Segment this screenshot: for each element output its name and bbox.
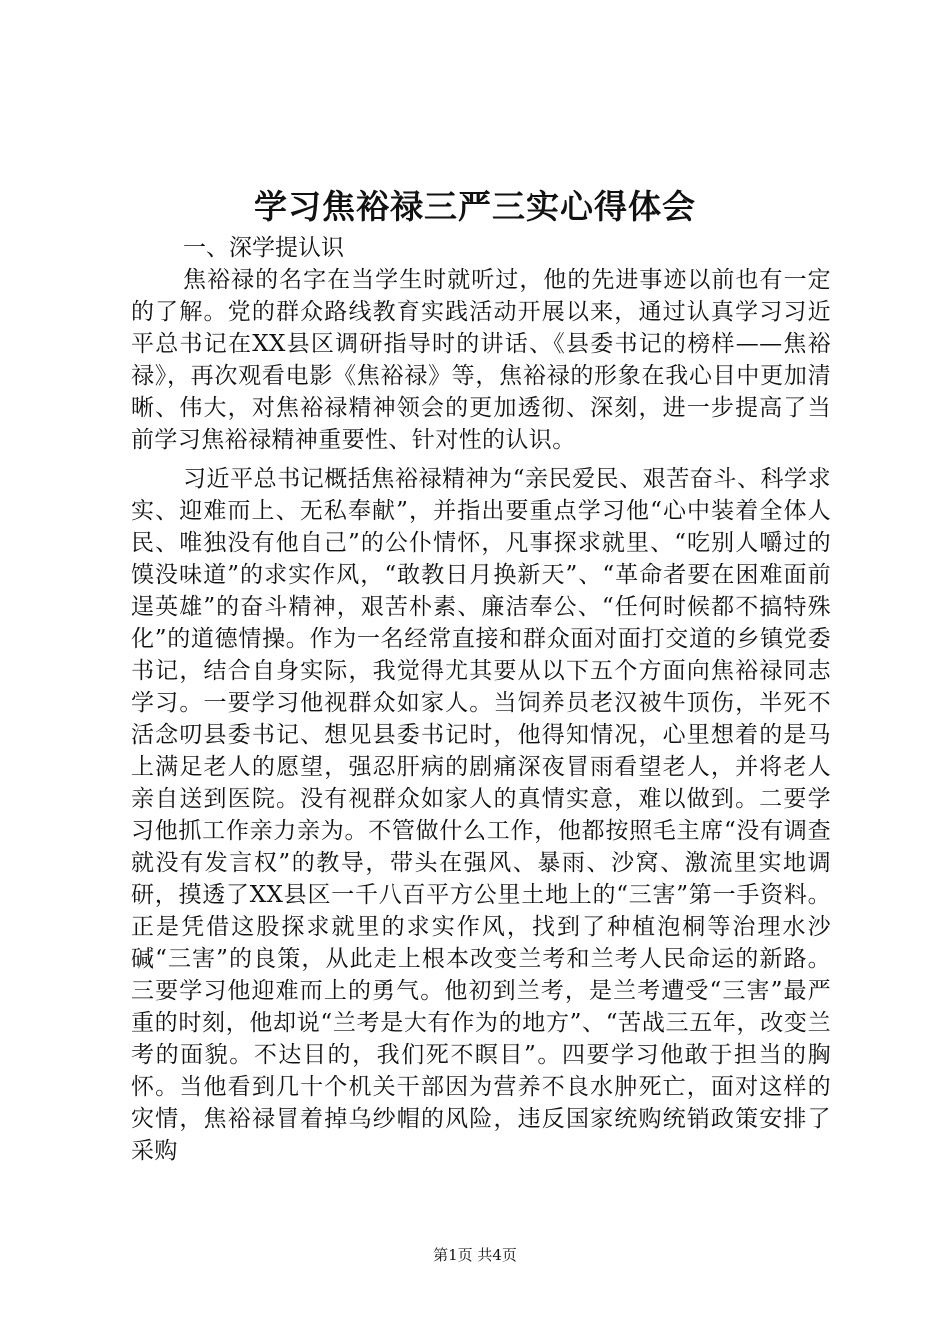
section-heading: 一、深学提认识 — [183, 235, 344, 261]
paragraph-2: 习近平总书记概括焦裕禄精神为“亲民爱民、艰苦奋斗、科学求实、迎难而上、无私奉献”，并指出要重点学习他“心中装着全体人民、唯独没有他自己”的公仆情怀，凡事探求就里、“吃别人嚼过的馍没味道”的求实作风，“敢教日月换新天”、“革命者要在困难面前逞英雄”的奋斗精神，艰苦朴素、廉洁奉公、“任何时候都不搞特殊化”的道德情操。作为一名经常直接和群众面对面打交道的乡镇党委书记，结合自身实际，我觉得尤其要从以下五个方面向焦裕禄同志学习。一要学习他视群众如家人。当饲养员老汉被牛顶伤，半死不活念叨县委书记、想见县委书记时，他得知情况，心里想着的是马上满足老人的愿望，强忍肝病的剧痛深夜冒雨看望老人，并将老人亲自送到医院。没有视群众如家人的真情实意，难以做到。二要学习他抓工作亲力亲为。不管做什么工作，他都按照毛主席“没有调查就没有发言权”的教导，带头在强风、暴雨、沙窝、激流里实地调研，摸透了XX县区一千八百平方公里土地上的“三害”第一手资料。正是凭借这股探求就里的求实作风，找到了种植泡桐等治理水沙碱“三害”的良策，从此走上根本改变兰考和兰考人民命运的新路。三要学习他迎难而上的勇气。他初到兰考，是兰考遭受“三害”最严重的时刻，他却说“兰考是大有作为的地方”、“苦战三五年，改变兰考的面貌。不达目的，我们死不瞑目”。四要学习他敢于担当的胸怀。当他看到几十个机关干部因为营养不良水肿死亡，面对这样的灾情，焦裕禄冒着掉乌纱帽的风险，违反国家统购统销政策安排了采购 — [131, 466, 831, 1164]
paragraph-1: 焦裕禄的名字在当学生时就听过，他的先进事迹以前也有一定的了解。党的群众路线教育实践活动开展以来，通过认真学习习近平总书记在XX县区调研指导时的讲话、《县委书记的榜样——焦裕禄》，再次观看电影《焦裕禄》等，焦裕禄的形象在我心目中更加清晰、伟大，对焦裕禄精神领会的更加透彻、深刻，进一步提高了当前学习焦裕禄精神重要性、针对性的认识。 — [131, 267, 831, 453]
page-number-footer: 第1页 共4页 — [433, 1246, 517, 1264]
document-body — [131, 232, 831, 1174]
document-title: 学习焦裕禄三严三实心得体会 — [254, 187, 696, 226]
